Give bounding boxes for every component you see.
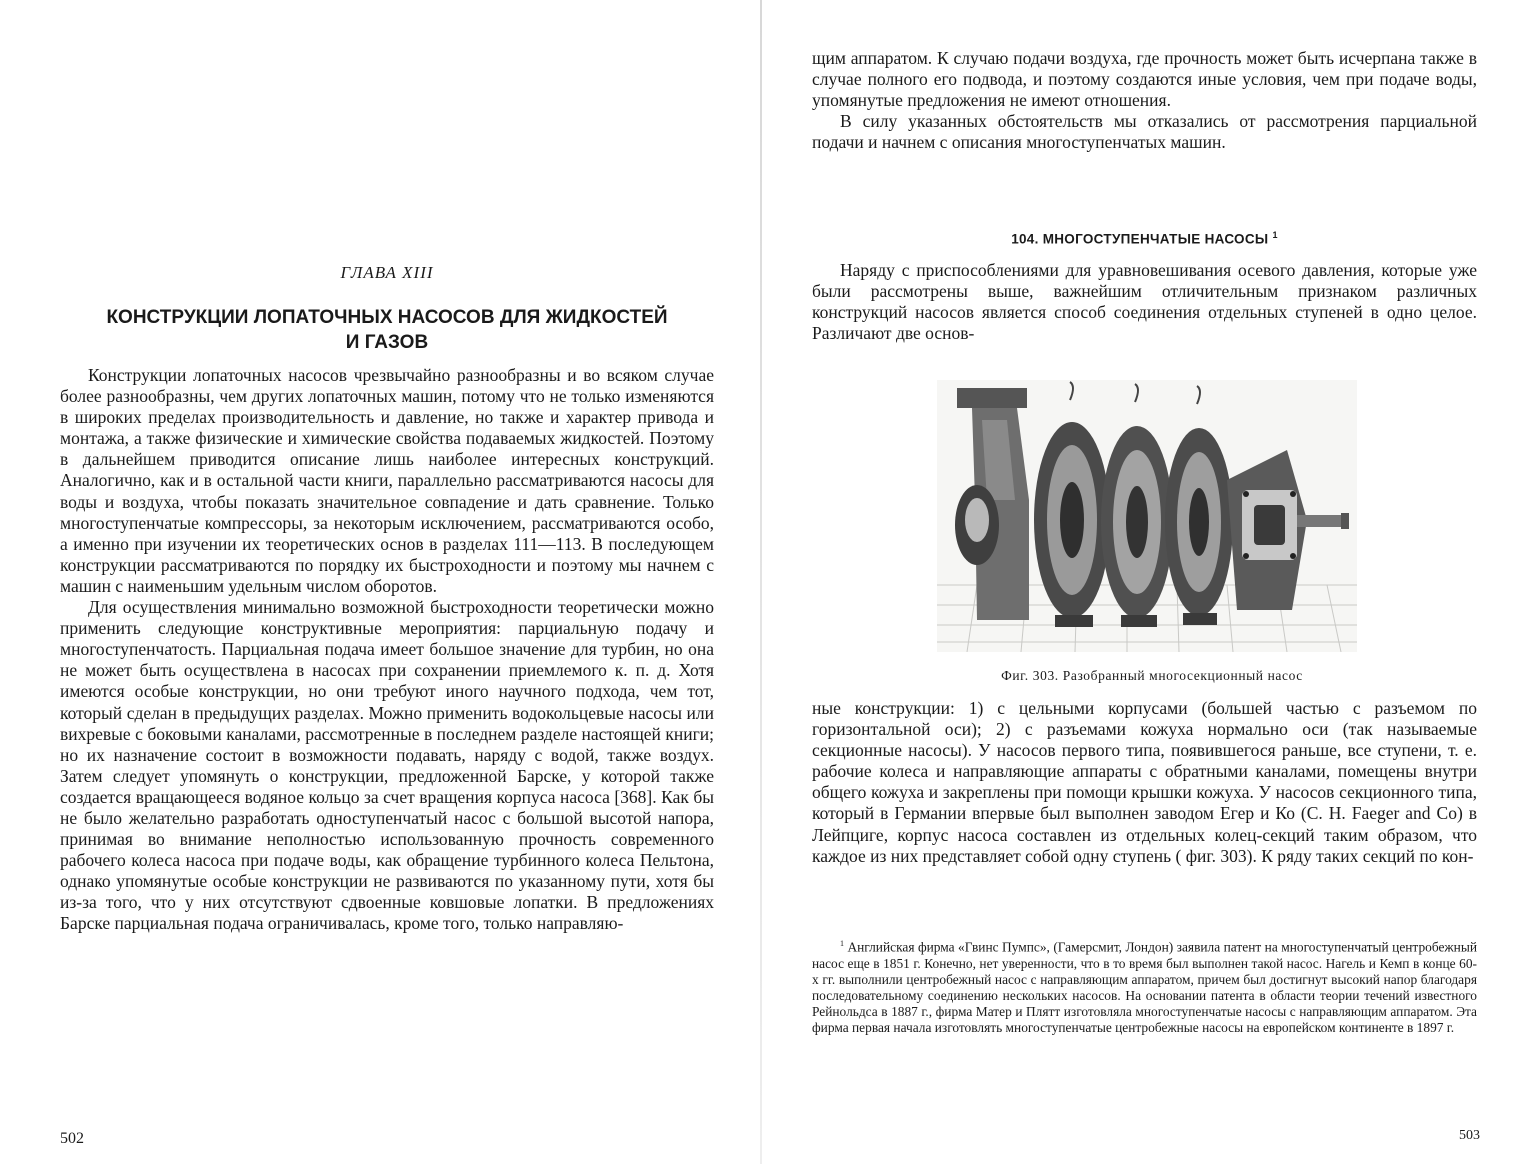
right-page: [762, 0, 1525, 1164]
paragraph: Наряду с приспособлениями для уравновешивания осевого давления, которые уже были рассмотрены выше, важнейшим отличительным признаком различных конструкций насосов является способ соединения отдельных ступеней в одно целое. Различают две основ-: [812, 260, 1477, 344]
disassembled-pump-illustration: [937, 380, 1357, 652]
pump-section-3: [1165, 386, 1233, 625]
right-column-top: [812, 48, 1477, 153]
pump-shaft: [1297, 513, 1349, 529]
right-column-middle: [812, 260, 1477, 344]
chapter-title-line-2: И ГАЗОВ: [345, 332, 429, 353]
figure-pump-photo: [937, 380, 1357, 652]
pump-section-1: [1034, 382, 1110, 627]
left-page: [0, 0, 762, 1164]
paragraph: В силу указанных обстоятельств мы отказались от рассмотрения парциальной подачи и начнем с описания многоступенчатых машин.: [812, 111, 1477, 153]
figure-caption: Фиг. 303. Разобранный многосекционный насос: [1001, 668, 1303, 683]
paragraph-continuation: щим аппаратом. К случаю подачи воздуха, где прочность может быть исчерпана также в случае полного его подвода, и поэтому создаются иные условия, чем при подаче воды, упомянутые предложения не имеют отношения.: [812, 48, 1477, 111]
page-number: 502: [60, 1130, 84, 1147]
right-column-bottom: [812, 698, 1477, 867]
chapter-label: ГЛАВА XIII: [340, 263, 434, 282]
pump-section-2: [1101, 384, 1173, 627]
chapter-title-line-1: КОНСТРУКЦИИ ЛОПАТОЧНЫХ НАСОСОВ ДЛЯ ЖИДКОСТЕЙ: [106, 307, 668, 328]
paragraph: Конструкции лопаточных насосов чрезвычайно разнообразны и во всяком случае более разнообразны, чем других лопаточных машин, потому что не только изменяются в широких пределах производительность и давление, но также и характер привода и монтажа, а также физические и химические свойства подаваемых жидкостей. Поэтому в дальнейшем приводится описание лишь наиболее интересных конструкций. Аналогично, как и в остальной части книги, параллельно рассматриваются насосы для воды и воздуха, чтобы показать значительное совпадение и дать сравнение. Только многоступенчатые компрессоры, за некоторым исключением, рассматриваются особо, а именно при изучении их теоретических основ в разделах 111—113. В последующем конструкции рассматриваются по порядку их быстроходности и поэтому мы начнем с машин с наименьшим удельным числом оборотов.: [60, 365, 714, 596]
section-title-text: 104. МНОГОСТУПЕНЧАТЫЕ НАСОСЫ: [1011, 231, 1269, 247]
paragraph: Для осуществления минимально возможной быстроходности теоретически можно применить следующие конструктивные мероприятия: парциальную подачу и многоступенчатость. Парциальная подача имеет большое значение для турбин, но она не может быть осуществлена в насосах при сохранении приемлемого к. п. д. Хотя имеются особые конструкции, но они требуют иного научного подхода, чем тот, который сделан в предыдущих разделах. Можно применить водокольцевые насосы или вихревые с боковыми каналами, рассмотренные в последнем разделе настоящей книги; но их назначение состоит в возможности подавать, наряду с водой, также воздух. Затем следует упомянуть о конструкции, предложенной Барске, у которой также создается вращающееся водяное кольцо за счет вращения корпуса насоса [368]. Как бы не было желательно разработать одноступенчатый насос с большой высотой напора, принимая во внимание неполностью использованную прочность современного рабочего колеса насоса при подаче воды, как обращение турбинного колеса Пельтона, однако упомянутые особые конструкции не развиваются по указанному пути, хотя бы из-за того, что у них отсутствуют сдвоенные ковшовые лопатки. В предложениях Барске парциальная подача ограничивалась, кроме того, только направляю-: [60, 597, 714, 934]
footnote-text: Английская фирма «Гвинс Пумпс», (Гамерсмит, Лондон) заявила патент на многоступенчатый центробежный насос еще в 1851 г. Конечно, нет уверенности, что в то время был выполнен такой насос. Нагель и Кемп в конце 60-х гг. выполнили центробежный насос с направляющим аппаратом, причем был достигнут высокий напор благодаря последовательному соединению нескольких насосов. На основании патента в области теории течений известного Рейнольдса в 1887 г., фирма Матер и Плятт изготовляла многоступенчатые насосы с направляющим аппаратом. Эта фирма первая начала изготовлять многоступенчатые центробежные насосы на европейском континенте в 1897 г.: [812, 939, 1477, 1036]
chapter-title: [60, 305, 714, 355]
paragraph: ные конструкции: 1) с цельными корпусами (большей частью с разъемом по горизонтальной оси); 2) с разъемами кожуха нормально оси (так называемые секционные насосы). У насосов первого типа, появившегося раньше, все ступени, т. е. рабочие колеса и направляющие аппараты с обратными каналами, помещены внутри общего кожуха и закреплены при помощи крышки кожуха. У насосов секционного типа, который в Германии впервые был выполнен заводом Егер и Ко (C. H. Faeger and Co) в Лейпциге, корпус насоса составлен из отдельных колец-секций таким образом, что каждое из них представляет собой одну ступень ( фиг. 303). К ряду таких секций по кон-: [812, 698, 1477, 866]
footnote: [812, 936, 1477, 1037]
section-title: [812, 230, 1477, 247]
footnote-mark: 1: [840, 939, 844, 948]
footnote-reference: 1: [1272, 230, 1278, 240]
page-number: 503: [1459, 1128, 1480, 1143]
left-column: [60, 263, 714, 935]
outlet-flange: [1227, 450, 1307, 610]
